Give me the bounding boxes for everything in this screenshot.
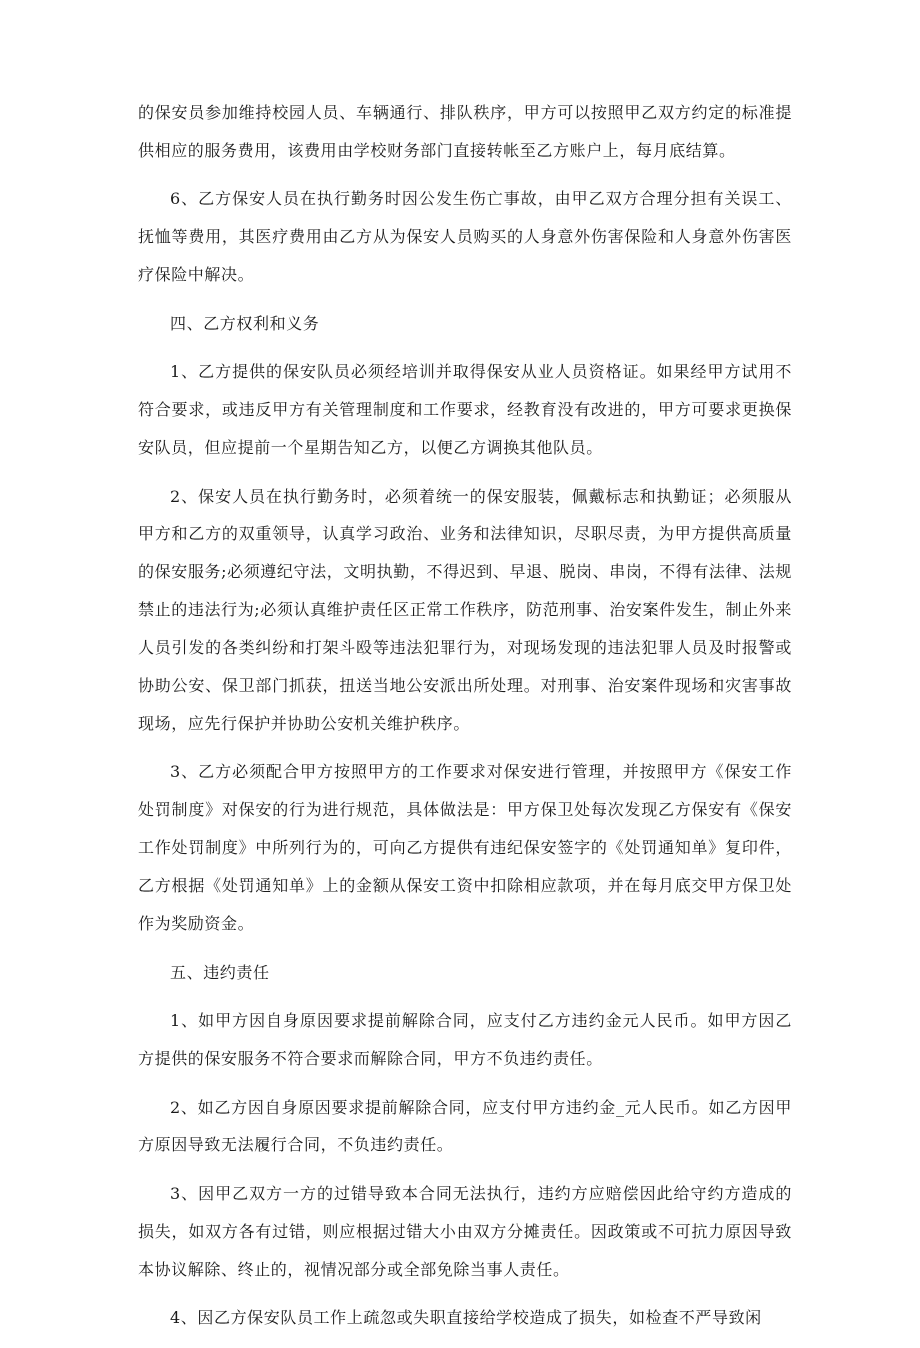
paragraph-s4-clause-1-qualification: 1、乙方提供的保安队员必须经培训并取得保安从业人员资格证。如果经甲方试用不符合要求，或违反甲方有关管理制度和工作要求，经教育没有改进的，甲方可要求更换保安队员，但应提前一个星期告知乙方，以便乙方调换其他队员。 <box>138 362 792 458</box>
paragraph-s5-clause-1: 1、如甲方因自身原因要求提前解除合同，应支付乙方违约金元人民币。如甲方因乙方提供的保安服务不符合要求而解除合同，甲方不负违约责任。 <box>138 1011 792 1068</box>
section-heading-rights-obligations: 四、乙方权利和义务 <box>170 313 320 333</box>
paragraph-s4-clause-2-duties: 2、保安人员在执行勤务时，必须着统一的保安服装，佩戴标志和执勤证；必须服从甲方和乙方的双重领导，认真学习政治、业务和法律知识，尽职尽责，为甲方提供高质量的保安服务;必须遵纪守法，文明执勤，不得迟到、早退、脱岗、串岗，不得有法律、法规禁止的违法行为;必须认真维护责任区正常工作秩序，防范刑事、治安案件发生，制止外来人员引发的各类纠纷和打架斗殴等违法犯罪行为，对现场发现的违法犯罪人员及时报警或协助公安、保卫部门抓获，扭送当地公安派出所处理。对刑事、治安案件现场和灾害事故现场，应先行保护并协助公安机关维护秩序。 <box>138 486 792 733</box>
paragraph-s4-clause-3-penalty: 3、乙方必须配合甲方按照甲方的工作要求对保安进行管理，并按照甲方《保安工作处罚制度》对保安的行为进行规范，具体做法是：甲方保卫处每次发现乙方保安有《保安工作处罚制度》中所列行为的，可向乙方提供有违纪保安签字的《处罚通知单》复印件，乙方根据《处罚通知单》上的金额从保安工资中扣除相应款项，并在每月底交甲方保卫处作为奖励资金。 <box>138 762 792 934</box>
paragraph-clause-6-injury: 6、乙方保安人员在执行勤务时因公发生伤亡事故，由甲乙双方合理分担有关误工、抚恤等费用，其医疗费用由乙方从为保安人员购买的人身意外伤害保险和人身意外伤害医疗保险中解决。 <box>138 189 792 285</box>
paragraph-s5-clause-2: 2、如乙方因自身原因要求提前解除合同，应支付甲方违约金_元人民币。如乙方因甲方原因导致无法履行合同，不负违约责任。 <box>138 1097 792 1155</box>
paragraph-s5-clause-4: 4、因乙方保安队员工作上疏忽或失职直接给学校造成了损失，如检查不严导致闲 <box>170 1308 762 1328</box>
paragraph-s5-clause-3: 3、因甲乙双方一方的过错导致本合同无法执行，违约方应赔偿因此给守约方造成的损失，如双方各有过错，则应根据过错大小由双方分摊责任。因政策或不可抗力原因导致本协议解除、终止的，视情况部分或全部免除当事人责任。 <box>138 1183 792 1279</box>
paragraph-service-fee-continued: 的保安员参加维持校园人员、车辆通行、排队秩序，甲方可以按照甲乙双方约定的标准提供相应的服务费用，该费用由学校财务部门直接转帐至乙方账户上，每月底结算。 <box>138 103 792 160</box>
section-heading-breach-liability: 五、违约责任 <box>170 962 270 982</box>
document-page <box>138 94 792 1348</box>
